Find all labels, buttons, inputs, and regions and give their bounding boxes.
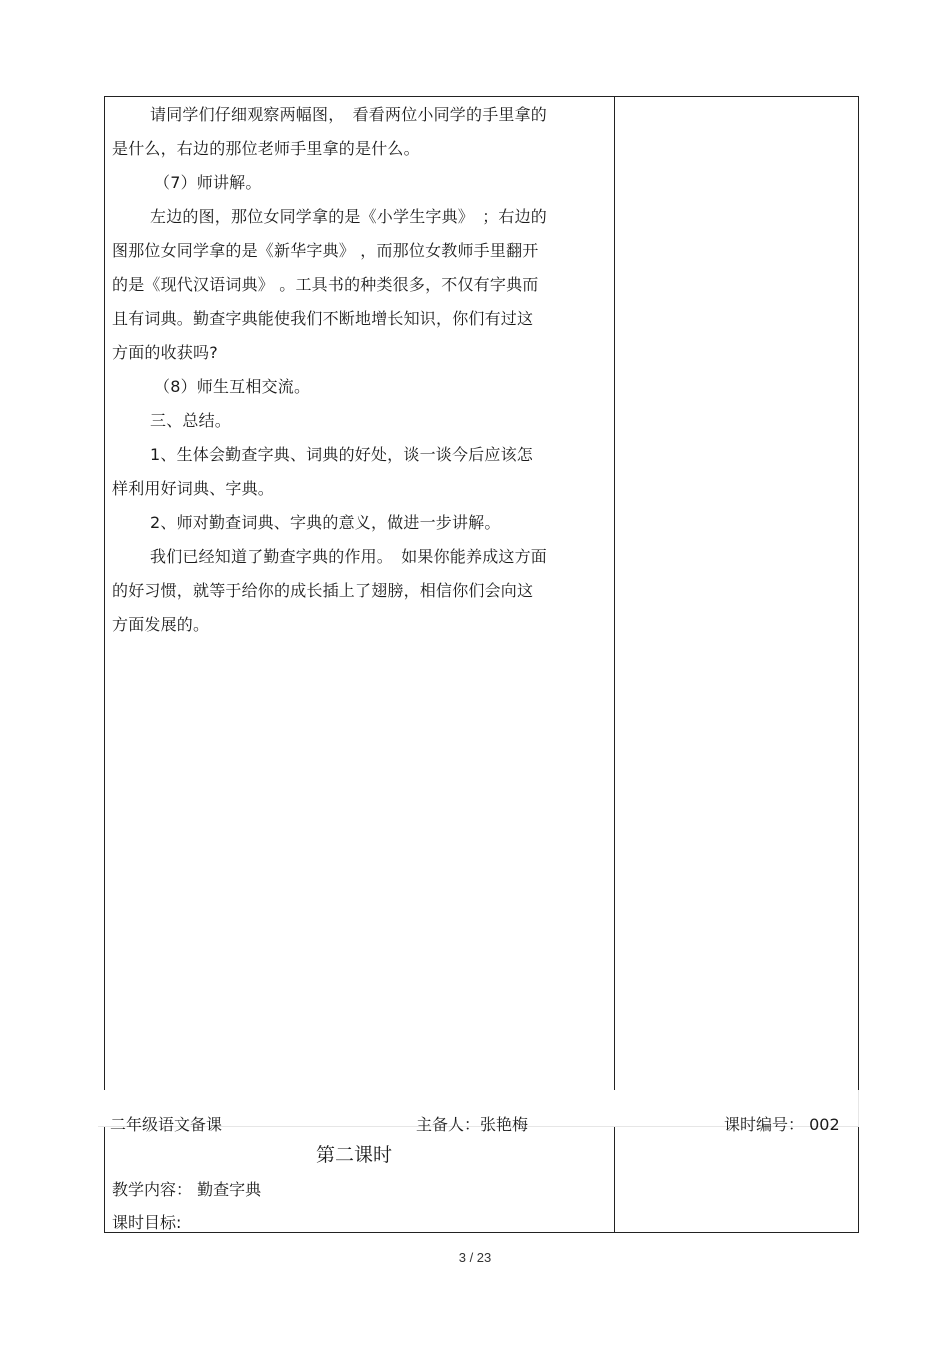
lesson-goal: 课时目标: [112, 1213, 182, 1232]
body-line: （8）师生互相交流。 [154, 377, 311, 396]
body-line: 方面的收获吗? [112, 343, 218, 362]
header-lesson-number: 课时编号： 002 [724, 1115, 840, 1134]
body-line: 且有词典。勤查字典能使我们不断地增长知识，你们有过这 [112, 309, 534, 328]
body-line: 图那位女同学拿的是《新华字典》 ，而那位女教师手里翻开 [112, 241, 539, 260]
body-line: 2、师对勤查词典、字典的意义，做进一步讲解。 [150, 513, 501, 532]
lesson-title: 第二课时 [316, 1144, 393, 1166]
body-line: 的好习惯，就等于给你的成长插上了翅膀，相信你们会向这 [112, 581, 534, 600]
lesson-content: 教学内容： 勤查字典 [112, 1180, 262, 1199]
header-course: 二年级语文备课 [110, 1115, 223, 1134]
header-preparer: 主备人：张艳梅 [416, 1115, 529, 1134]
body-line: 左边的图，那位女同学拿的是《小学生字典》 ；右边的 [150, 207, 548, 226]
page-number: 3 / 23 [458, 1250, 492, 1265]
lesson-body-text [112, 98, 608, 642]
body-line: 方面发展的。 [112, 615, 210, 634]
body-line: 样利用好词典、字典。 [112, 479, 275, 498]
body-line: 三、总结。 [150, 411, 232, 430]
body-line: 1、生体会勤查字典、词典的好处，谈一谈今后应该怎 [150, 445, 533, 464]
body-line: 的是《现代汉语词典》 。工具书的种类很多，不仅有字典而 [112, 275, 539, 294]
body-line: 我们已经知道了勤查字典的作用。 如果你能养成这方面 [150, 547, 548, 566]
body-line: 是什么，右边的那位老师手里拿的是什么。 [112, 139, 420, 158]
body-line: （7）师讲解。 [154, 173, 262, 192]
body-line: 请同学们仔细观察两幅图， 看看两位小同学的手里拿的 [150, 105, 548, 124]
table-column-divider [614, 96, 615, 1233]
